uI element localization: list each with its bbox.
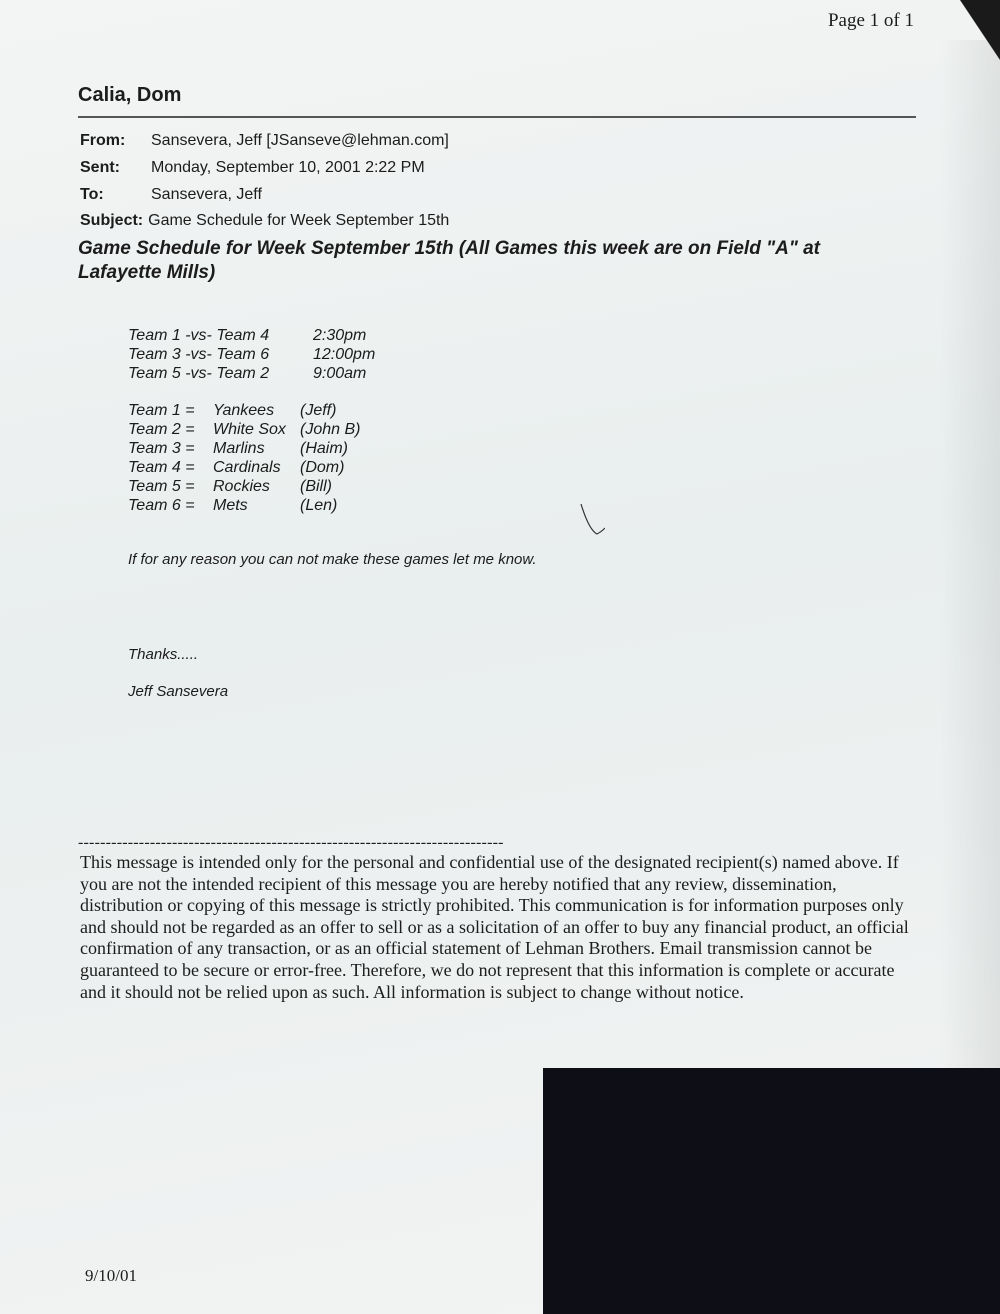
- team-row: [128, 440, 348, 458]
- game-row: [128, 327, 366, 345]
- to-row: [80, 186, 262, 204]
- pen-mark-icon: [575, 500, 605, 540]
- mailbox-owner-name: Calia, Dom: [78, 84, 182, 106]
- team-captain: (Len): [300, 497, 338, 514]
- closing-text: Thanks.....: [128, 646, 199, 663]
- game-match: Team 1 -vs- Team 4: [128, 327, 270, 344]
- sent-label: Sent:: [80, 159, 120, 176]
- game-time: 2:30pm: [313, 327, 367, 344]
- team-row: [128, 402, 336, 420]
- team-id: Team 5 =: [128, 478, 195, 495]
- subject-row: [80, 212, 449, 230]
- team-name: White Sox: [213, 421, 286, 438]
- disclaimer-text: This message is intended only for the personal and confidential use of the designated recipient(s) named above. If you are not the intended recipient of this message you are hereby notified that any review, dissemination, distribution or copying of this message is strictly prohibited. This communication is for information purposes only and should not be regarded as an offer to sell or as a solicitation of an offer to buy any financial product, an official confirmation of any transaction, or as an official statement of Lehman Brothers. Email transmission cannot be guaranteed to be secure or error-free. Therefore, we do not represent that this information is complete or accurate and it should not be relied upon as such. All information is subject to change without notice.: [80, 852, 909, 1002]
- team-captain: (Bill): [300, 478, 332, 495]
- sent-value: Monday, September 10, 2001 2:22 PM: [151, 159, 425, 176]
- signature-text: Jeff Sansevera: [128, 683, 229, 700]
- team-id: Team 4 =: [128, 459, 195, 476]
- team-name: Cardinals: [213, 459, 281, 476]
- game-match: Team 3 -vs- Team 6: [128, 346, 270, 363]
- page-number: Page 1 of 1: [827, 10, 914, 31]
- team-id: Team 2 =: [128, 421, 195, 438]
- team-captain: (Haim): [300, 440, 348, 457]
- subject-value: Game Schedule for Week September 15th: [148, 212, 450, 229]
- email-title: Game Schedule for Week September 15th (All Games this week are on Field "A" at Lafayette Mills): [78, 238, 821, 283]
- game-match: Team 5 -vs- Team 2: [128, 365, 270, 382]
- from-row: [80, 132, 449, 150]
- team-captain: (Dom): [300, 459, 345, 476]
- note-text: If for any reason you can not make these games let me know.: [128, 551, 537, 568]
- team-id: Team 6 =: [128, 497, 195, 514]
- team-id: Team 3 =: [128, 440, 195, 457]
- game-row: [128, 346, 375, 364]
- team-captain: (John B): [300, 421, 361, 438]
- team-row: [128, 421, 360, 439]
- scan-corner-shadow: [960, 0, 1000, 60]
- game-row: [128, 365, 366, 383]
- to-label: To:: [80, 186, 104, 203]
- footer-date: 9/10/01: [85, 1266, 137, 1285]
- subject-label: Subject:: [80, 212, 144, 229]
- scan-dark-region: [543, 1068, 1000, 1314]
- game-time: 12:00pm: [313, 346, 376, 363]
- from-label: From:: [80, 132, 126, 149]
- header-divider: [78, 116, 916, 118]
- team-name: Mets: [213, 497, 248, 514]
- team-row: [128, 459, 344, 477]
- game-time: 9:00am: [313, 365, 367, 382]
- sent-row: [80, 159, 425, 177]
- separator-line: -----------------------------------------------------------------------------: [78, 834, 504, 851]
- team-name: Rockies: [213, 478, 270, 495]
- to-value: Sansevera, Jeff: [151, 186, 262, 203]
- team-row: [128, 478, 332, 496]
- team-name: Yankees: [213, 402, 275, 419]
- team-row: [128, 497, 337, 515]
- team-captain: (Jeff): [300, 402, 337, 419]
- scan-shadow-edge: [940, 40, 1000, 1080]
- from-value: Sansevera, Jeff [JSanseve@lehman.com]: [151, 132, 449, 149]
- team-name: Marlins: [213, 440, 265, 457]
- team-id: Team 1 =: [128, 402, 195, 419]
